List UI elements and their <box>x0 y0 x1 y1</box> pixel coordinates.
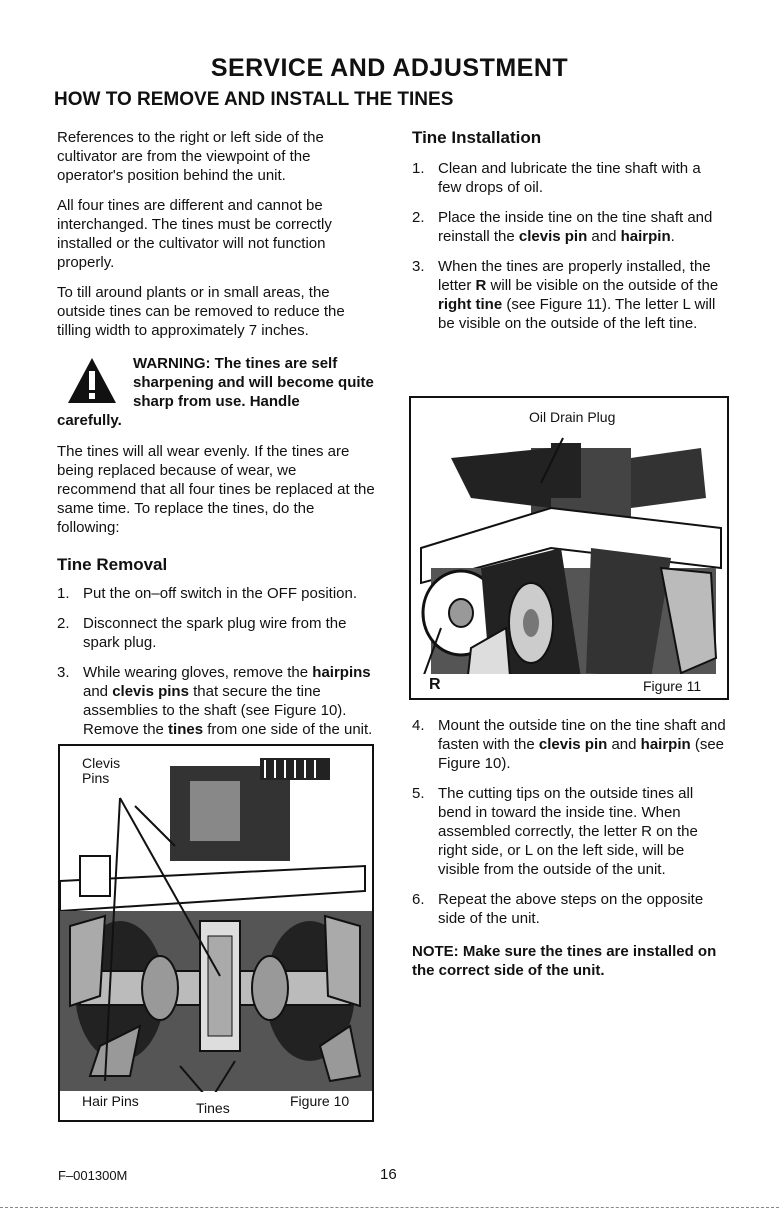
intro-paragraph-4: The tines will all wear evenly. If the tines are being replaced because of wear, we recommend that all four tines be replaced at the same time. To replace the tines, do the following: <box>57 443 375 536</box>
warning-block <box>57 354 375 430</box>
figure-10-caption: Figure 10 <box>290 1093 350 1109</box>
intro-paragraph-3: To till around plants or in small areas, the outside tines can be removed to reduce the tilling width to approximately 7 inches. <box>57 284 345 339</box>
warning-text: WARNING: The tines are self sharpening and will become quite sharp from use. Handle <box>133 355 374 410</box>
document-id: F–001300M <box>58 1168 128 1183</box>
list-item: 5. The cutting tips on the outside tines all bend in toward the inside tine. When assembled correctly, the letter R on the right side, or L on the left side, will be visible from the outside of the unit. <box>412 785 698 878</box>
figure-11-caption: Figure 11 <box>643 678 702 694</box>
tines-label: Tines <box>196 1100 230 1116</box>
figure-10 <box>58 744 374 1122</box>
removal-steps <box>57 584 375 739</box>
section-title: HOW TO REMOVE AND INSTALL THE TINES <box>54 89 454 110</box>
installation-steps-b <box>412 716 727 928</box>
page-number: 16 <box>380 1166 397 1183</box>
tine-removal-heading: Tine Removal <box>57 555 168 574</box>
tine-installation-heading: Tine Installation <box>412 128 542 147</box>
intro-paragraph-1: References to the right or left side of the cultivator are from the viewpoint of the operator's position behind the unit. <box>57 129 324 184</box>
page-edge-divider <box>0 1207 779 1208</box>
list-item: 6. Repeat the above steps on the opposite side of the unit. <box>412 891 704 927</box>
list-item: 3. While wearing gloves, remove the hairpins and clevis pins that secure the tine assemblies to the shaft (see Figure 10). Remove the tines from one side of the unit. <box>57 664 373 738</box>
hair-pins-label: Hair Pins <box>82 1093 139 1109</box>
figure-11 <box>409 396 729 700</box>
installation-steps-a <box>412 159 727 333</box>
r-letter-label: R <box>429 676 441 693</box>
list-item: 1. Put the on–off switch in the OFF position. <box>57 585 358 602</box>
left-column <box>57 128 375 750</box>
list-item: 2. Place the inside tine on the tine shaft and reinstall the clevis pin and hairpin. <box>412 209 713 245</box>
list-item: 1. Clean and lubricate the tine shaft with a few drops of oil. <box>412 160 701 196</box>
clevis-pins-label: Clevis Pins <box>82 755 121 786</box>
warning-triangle-icon <box>67 356 117 406</box>
list-item: 4. Mount the outside tine on the tine shaft and fasten with the clevis pin and hairpin (see Figure 10). <box>412 717 726 772</box>
right-column <box>412 128 727 344</box>
list-item: 2. Disconnect the spark plug wire from the spark plug. <box>57 615 347 651</box>
oil-drain-plug-label: Oil Drain Plug <box>529 409 616 425</box>
intro-paragraph-2: All four tines are different and cannot be interchanged. The tines must be correctly installed or the cultivator will not function properly. <box>57 197 332 271</box>
note-text: NOTE: Make sure the tines are installed on the correct side of the unit. <box>412 943 717 979</box>
right-column-lower <box>412 716 727 991</box>
warning-text-tail: carefully. <box>57 412 122 429</box>
tiller-tines-illustration <box>60 746 372 1120</box>
page-title: SERVICE AND ADJUSTMENT <box>210 54 569 82</box>
right-tine-illustration <box>411 398 727 698</box>
list-item: 3. When the tines are properly installed, the letter R will be visible on the outside of the right tine (see Figure 11). The letter L will be visible on the outside of the left tine. <box>412 258 719 332</box>
